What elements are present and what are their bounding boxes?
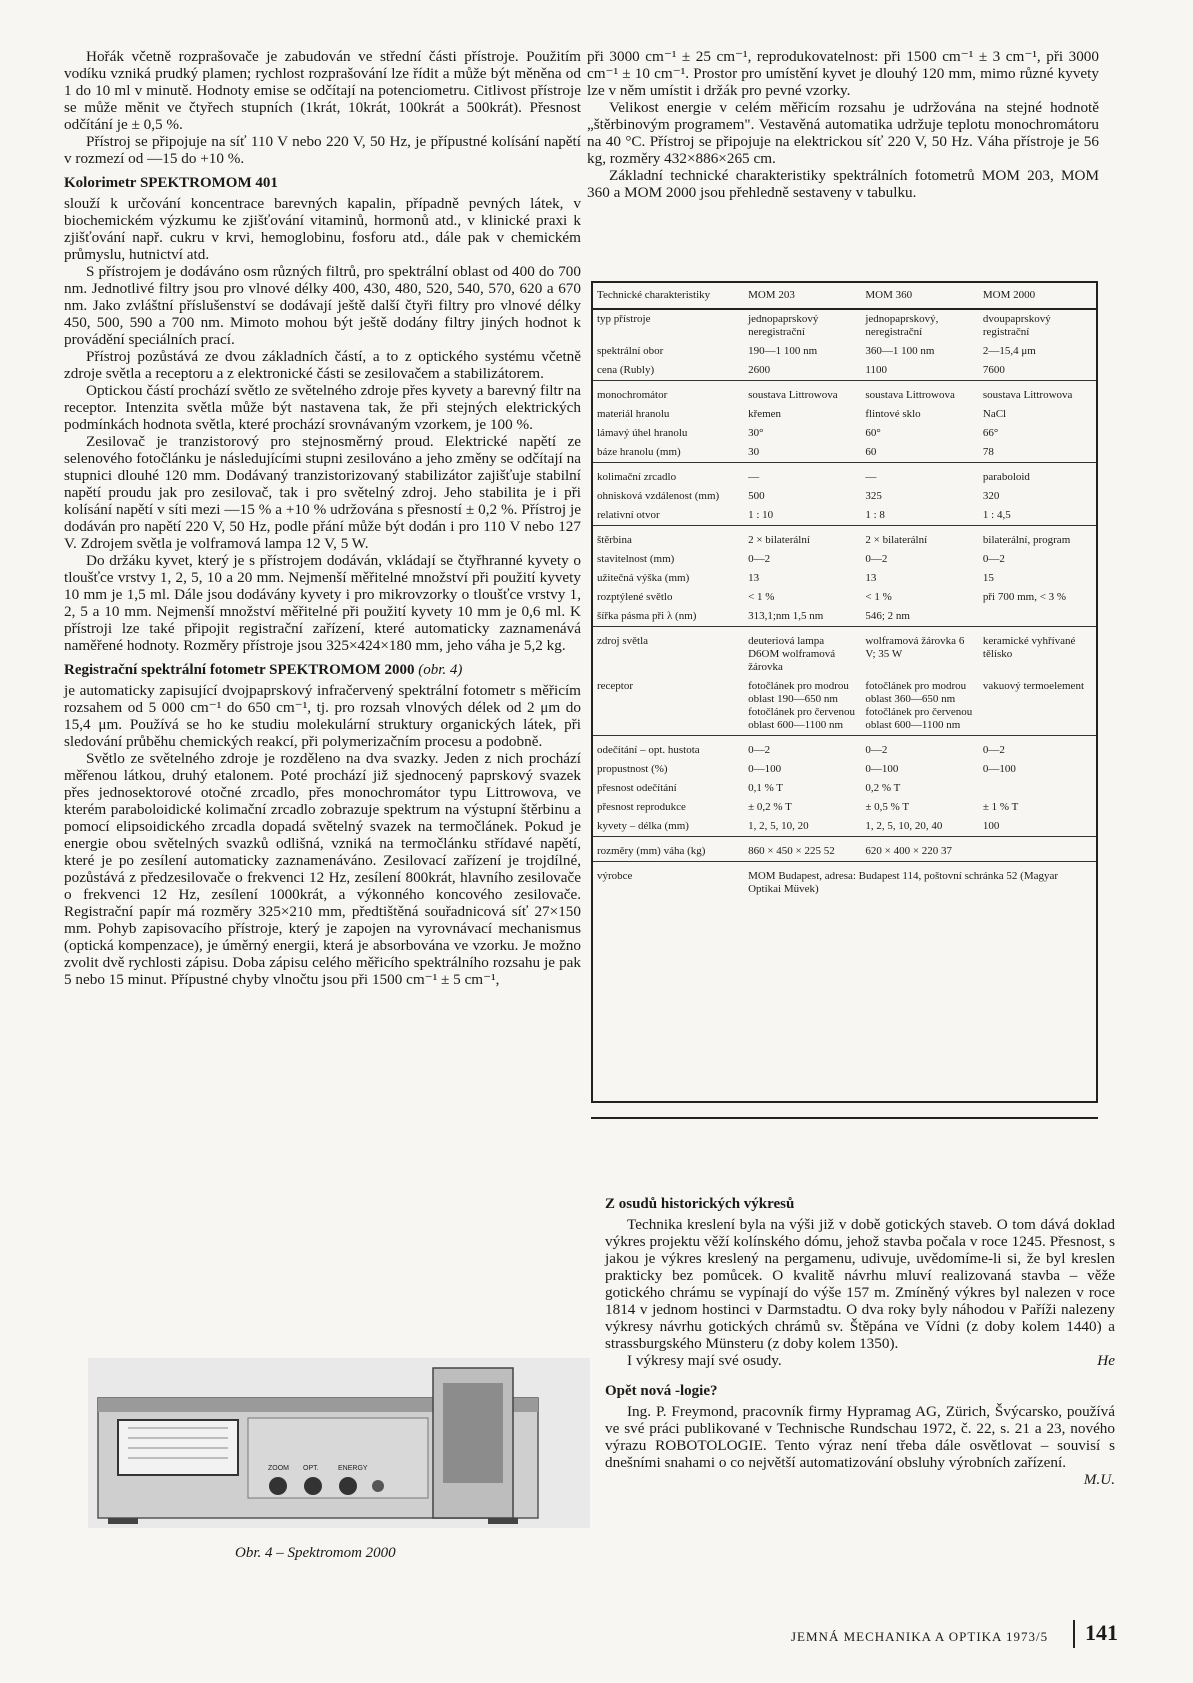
table-row — [593, 798, 1096, 817]
table-cell: 190—1 100 nm — [748, 345, 818, 357]
table-cell: 0,2 % T — [865, 782, 901, 794]
table-header: MOM 203 — [744, 283, 861, 309]
table-cell: 0—100 — [748, 763, 782, 775]
table-row — [593, 779, 1096, 798]
table-row — [593, 342, 1096, 361]
table-cell: soustava Littrowova — [744, 381, 861, 406]
paragraph: S přístrojem je dodáváno osm různých filtrů, pro spektrální oblast od 400 do 700 nm. Jednotlivé filtry jsou pro vlnové délky 400, 430, 480, 520, 540, 570, 620 a 670 nm. Jako zvláštní příslušenství se dodávají ještě další čtyři filtry pro vlnové délky 450, 500, 590 a 700 nm. Mimoto mohou být ještě dodány filtry jiných hodnot k provádění speciálních prací. — [64, 263, 581, 348]
table-row — [593, 526, 1096, 551]
table-cell: 1 : 4,5 — [982, 509, 1011, 521]
table-cell: 100 — [982, 820, 1000, 832]
paragraph-text: I výkresy mají své osudy. — [627, 1352, 782, 1369]
journal-footer: JEMNÁ MECHANIKA A OPTIKA 1973/5 — [791, 1629, 1049, 1644]
table-row — [593, 463, 1096, 488]
knob-label: ENERGY — [338, 1465, 368, 1472]
author-signature: He — [1097, 1352, 1115, 1369]
table-row — [593, 550, 1096, 569]
row-label: rozptýlené světlo — [597, 591, 673, 603]
row-label: lámavý úhel hranolu — [597, 427, 688, 439]
table-cell: křemen — [748, 408, 782, 420]
table-cell: 0,1 % T — [748, 782, 784, 794]
table-cell: deuteriová lampa D6OM wolframová žárovka — [744, 627, 861, 678]
row-label: stavitelnost (mm) — [597, 553, 675, 565]
table-cell: 0—2 — [865, 553, 888, 565]
row-label: odečítání – opt. hustota — [593, 736, 744, 761]
table-row — [593, 607, 1096, 627]
table-cell: 1, 2, 5, 10, 20, 40 — [865, 820, 943, 832]
paragraph: Světlo ze světelného zdroje je rozděleno na dva svazky. Jeden z nich prochází měřenou látkou, druhý etalonem. Poté prochází již sjednocený paprskový svazek přes jednosektorové otočné zrcadlo, přes monochromátor typu Littrowova, ve kterém paraboloidické kolimační zrcadlo zobrazuje spektrum na výstupní štěrbinu a pomocí elipsoidického zrcadla dopadá světelný svazek na termočlánek. Pokud je energie obou světelných svazků odlišná, vzniká na termočlánku střídavé napětí, které je po zesílení automaticky zaznamenáváno. Zesilovací zařízení je trojdílné, pozůstává z předzesilovače o frekvenci 12 Hz, zesílení 800krát, hlavního zesilovače o frekvenci 12 Hz, zesílení 1000krát, a výkonného koncového zesilovače. Registrační papír má rozměry 325×210 mm, předtištěná souřadnicová síť 27×150 mm. Pohyb zapisovacího přístroje, který je zapojen na vyrovnávací mechanismus (optická kompenzace), je úměrný energii, která je absorbována ve vzorku. Je možno zvolit dvě rychlosti zápisu. Doba zápisu celého měřicího spektrálního rozsahu je pak 5 nebo 15 minut. Přípustné chyby vlnočtu jsou při 1500 cm⁻¹ ± 5 cm⁻¹, — [64, 750, 581, 988]
table-cell: soustava Littrowova — [979, 381, 1096, 406]
table-cell: 66° — [982, 427, 999, 439]
table-header: Technické charakteristiky — [593, 283, 744, 309]
table-header-row — [593, 283, 1096, 309]
table-cell: 0—2 — [744, 736, 861, 761]
table-cell: 78 — [982, 446, 994, 458]
spec-table — [591, 281, 1098, 1103]
table-row — [593, 443, 1096, 463]
table-row — [593, 361, 1096, 381]
table-cell: fotočlánek pro modrou oblast 360—650 nm fotočlánek pro červenou oblast 600—1100 nm — [865, 680, 973, 731]
paragraph: Přístroj pozůstává ze dvou základních částí, a to z optického systému včetně zdroje světla a receptoru a z elektronické části se zesilovačem a stabilizátorem. — [64, 348, 581, 382]
table-row — [593, 760, 1096, 779]
paragraph: Velikost energie v celém měřicím rozsahu je udržována na stejné hodnotě „štěrbinovým programem". Vestavěná automatika udržuje teplotu monochromátoru na 40 °C. Přístroj se připojuje na elektrickou síť 220 V, 50 Hz. Váha přístroje je 56 kg, rozměry 432×886×265 cm. — [587, 99, 1099, 167]
table-cell: 7600 — [982, 364, 1005, 376]
table-cell: 60 — [865, 446, 877, 458]
table-cell: ± 0,5 % T — [865, 801, 910, 813]
paragraph: Optickou částí prochází světlo ze světelného zdroje přes kyvety a barevný filtr na receptor. Intenzita světla může být nastavena tak, že při stejných elektrických podmínkách hodnota světla, které prochází srovnávaným vzorkem, je 100 %. — [64, 382, 581, 433]
table-cell: wolframová žárovka 6 V; 35 W — [861, 627, 979, 678]
table-cell: keramické vyhřívané tělísko — [979, 627, 1096, 678]
table-cell: 0—2 — [861, 736, 979, 761]
table-cell — [979, 607, 1096, 627]
table-cell: 2 × bilaterální — [744, 526, 861, 551]
paragraph: při 3000 cm⁻¹ ± 25 cm⁻¹, reprodukovatelnost: při 1500 cm⁻¹ ± 3 cm⁻¹, při 3000 cm⁻¹ ± 10 cm⁻¹. Prostor pro umístění kyvet je dlouhý 120 mm, mimo různé kyvety lze v něm umístit i držák pro pevné vzorky. — [587, 48, 1099, 99]
section-heading-text: Registrační spektrální fotometr SPEKTROMOM 2000 — [64, 662, 415, 678]
table-cell: dvoupaprskový registrační — [982, 313, 1051, 338]
table-cell: bilaterální, program — [979, 526, 1096, 551]
paragraph — [605, 1352, 1115, 1369]
paragraph: Zesilovač je tranzistorový pro stejnosměrný proud. Elektrické napětí ze selenového fotočlánku je následujícími stupni zesilováno a jeho změny se odčítají na stupnici dlouhé 120 mm. Dodávaný tranzistorizovaný stabilizátor zajišťuje stabilní napětí proudu jak pro zesilovač, tak i pro světelný zdroj. Jeho stabilita je i při kolísání napětí v síti mezi —15 % a +10 % udržována s přesností ± 0,2 %. Přístroj je dodáván pro napětí 220 V, 50 Hz, podle přání může být dodán i pro 110 V nebo 127 V. Zdrojem světla je volframová lampa 12 V, 5 W. — [64, 433, 581, 552]
row-label: monochromátor — [593, 381, 744, 406]
row-label: šířka pásma při λ (nm) — [597, 610, 697, 622]
page-number: 141 — [1085, 1620, 1118, 1645]
right-column-top — [587, 48, 1099, 201]
table-row — [593, 424, 1096, 443]
table-cell: 1100 — [865, 364, 887, 376]
table-cell: ± 1 % T — [982, 801, 1019, 813]
row-label: ohnisková vzdálenost (mm) — [597, 490, 720, 502]
section-heading: Kolorimetr SPEKTROMOM 401 — [64, 175, 278, 191]
row-label: kolimační zrcadlo — [593, 463, 744, 488]
table-row — [593, 506, 1096, 526]
table-cell: MOM Budapest, adresa: Budapest 114, poštovní schránka 52 (Magyar Optikai Müvek) — [744, 862, 1096, 900]
table-cell — [979, 779, 1096, 798]
row-label: přesnost reprodukce — [597, 801, 686, 813]
table-cell: 13 — [748, 572, 760, 584]
table-cell: 360—1 100 nm — [865, 345, 935, 357]
article-title: Z osudů historických výkresů — [605, 1196, 795, 1212]
table-body — [593, 309, 1096, 899]
section-heading — [64, 662, 581, 679]
table-cell: — — [744, 463, 861, 488]
paragraph: Hořák včetně rozprašovače je zabudován ve střední části přístroje. Použitím vodíku vzniká prudký plamen; rychlost rozprašování lze řídit a může být měněna od 1 do 10 ml v minutě. Hodnoty emise se odčítají na potenciometru. Citlivost přístroje se může měnit ve čtyřech stupních (1krát, 10krát, 100krát a 500krát). Přesnost odčítání je ± 0,5 %. — [64, 48, 581, 133]
table-cell: fotočlánek pro modrou oblast 190—650 nm fotočlánek pro červenou oblast 600—1100 nm — [748, 680, 855, 731]
paragraph: slouží k určování koncentrace barevných kapalin, případně pevných látek, v biochemickém výzkumu ke zjišťování vitaminů, hormonů atd., v klinické praxi k zjišťování např. cukru v krvi, hemoglobinu, fosforu atd., dále pak v chemickém průmyslu, hutnictví atd. — [64, 195, 581, 263]
table-cell: 13 — [865, 572, 877, 584]
table-row — [593, 817, 1096, 837]
table-cell: vakuový termoelement — [982, 680, 1084, 692]
table-row — [593, 677, 1096, 736]
row-label: cena (Rubly) — [597, 364, 655, 376]
table-cell: 620 × 400 × 220 37 — [861, 837, 979, 862]
table-row — [593, 569, 1096, 588]
divider — [591, 1117, 1098, 1119]
table-row — [593, 837, 1096, 862]
table-cell: 30° — [748, 427, 764, 439]
paragraph: Technika kreslení byla na výši již v době gotických staveb. O tom dává doklad výkres projektu věží kolínského dómu, jehož stavba počala v roce 1245. Přesnost, s jakou je výkres kreslený na pergamenu, udivuje, uvědomíme-li si, že byl kreslen prakticky bez pomůcek. O kvalitě návrhu mluví realizovaná stavba – věže gotického chrámu se vypínají do výše 157 m. Zmíněný výkres byl nalezen v roce 1814 v jednom hostinci v Darmstadtu. O dva roky byly náhodou v Paříži nalezeny výkresy návrhu gotických chrámů sv. Štěpána ve Vídni (z doby kolem 1440) a strassburgského Münsteru (z doby kolem 1350). — [605, 1216, 1115, 1352]
table-cell: 320 — [982, 490, 1000, 502]
paragraph: Do držáku kyvet, který je s přístrojem dodáván, vkládají se čtyřhranné kyvety o tloušťce vrstvy 1, 2, 5, 10 a 20 mm. Nejmenší měřitelné množství při použití kyvety 10 mm je 1,5 ml. Dále jsou dodávány kyvety i pro mikrovzorky o tloušťce vrstvy 1, 2, 5 a 10 mm. Nejmenší množství měřitelné při použití kyvety 10 mm je 0,6 ml. K přístroji lze také připojit registrační zařízení, které automaticky zaznamenává naměřené hodnoty. Rozměry přístroje jsou 325×424×180 mm, jeho váha je 5,2 kg. — [64, 552, 581, 654]
table-cell: 0—2 — [982, 553, 1005, 565]
table-cell: 0—2 — [748, 553, 771, 565]
row-label: báze hranolu (mm) — [597, 446, 681, 458]
row-label: typ přístroje — [597, 313, 651, 325]
table-row — [593, 381, 1096, 406]
spektromom-2000-illustration — [88, 1358, 590, 1528]
table-cell: paraboloid — [979, 463, 1096, 488]
knob-label: OPT. — [303, 1465, 319, 1472]
table-cell: 500 — [748, 490, 765, 502]
table-cell: 0—100 — [865, 763, 899, 775]
table-cell: NaCl — [982, 408, 1007, 420]
table-row — [593, 405, 1096, 424]
table-header: MOM 360 — [861, 283, 979, 309]
table-header: MOM 2000 — [979, 283, 1096, 309]
table-cell: 0—100 — [982, 763, 1016, 775]
paragraph: Ing. P. Freymond, pracovník firmy Hypramag AG, Zürich, Švýcarsko, používá ve své práci publikované v Technische Rundschau 1972, č. 22, s. 21 a 23, nového výrazu ROBOTOLOGIE. Tento výraz není třeba dále osvětlovat – souvisí s dnešními snahami o co největší automatizování obsluhy výrobních zařízení. — [605, 1403, 1115, 1471]
table-row — [593, 736, 1096, 761]
table-row — [593, 627, 1096, 678]
table-cell: 313,1;nm 1,5 nm — [748, 610, 824, 622]
row-label: spektrální obor — [597, 345, 664, 357]
row-label: materiál hranolu — [597, 408, 670, 420]
table-cell: při 700 mm, < 3 % — [982, 591, 1067, 603]
row-label: kyvety – délka (mm) — [597, 820, 689, 832]
table-cell: < 1 % — [748, 591, 775, 603]
instrument-photo — [88, 1358, 590, 1528]
table-cell — [979, 837, 1096, 862]
figure-caption: Obr. 4 – Spektromom 2000 — [235, 1545, 396, 1561]
table-row — [593, 487, 1096, 506]
divider — [1073, 1620, 1075, 1648]
table-cell: 60° — [865, 427, 881, 439]
table-cell: 2 × bilaterální — [861, 526, 979, 551]
table-cell: 325 — [865, 490, 882, 502]
row-label: užitečná výška (mm) — [597, 572, 690, 584]
row-label: štěrbina — [593, 526, 744, 551]
row-label: zdroj světla — [593, 627, 744, 678]
right-column-bottom — [605, 1188, 1115, 1488]
table-cell: ± 0,2 % T — [748, 801, 792, 813]
table-cell: — — [861, 463, 979, 488]
table-cell: jednopaprskový, neregistrační — [865, 313, 939, 338]
table-cell: 546; 2 nm — [865, 610, 910, 622]
row-label: přesnost odečítání — [597, 782, 677, 794]
paragraph: je automaticky zapisující dvojpaprskový infračervený spektrální fotometr s měřicím rozsahem od 5 000 cm⁻¹ do 650 cm⁻¹, tj. pro rozsah vlnových délek od 2 μm do 15,4 μm. Používá se ho ke studiu molekulární struktury organických látek, při sledování průběhu chemických reakcí, při polymerizačním procesu a podobně. — [64, 682, 581, 750]
table-cell: jednopaprskový neregistrační — [748, 313, 819, 338]
table-cell: 860 × 450 × 225 52 — [744, 837, 861, 862]
table-row — [593, 862, 1096, 900]
row-label: propustnost (%) — [597, 763, 668, 775]
paragraph: Přístroj se připojuje na síť 110 V nebo 220 V, 50 Hz, je přípustné kolísání napětí v rozmezí od —15 do +10 %. — [64, 133, 581, 167]
knob-label: ZOOM — [268, 1465, 289, 1472]
table-row — [593, 588, 1096, 607]
left-column — [64, 48, 581, 988]
row-label: relativní otvor — [597, 509, 660, 521]
table-cell: < 1 % — [865, 591, 892, 603]
table-cell: flintové sklo — [865, 408, 921, 420]
table-cell: soustava Littrowova — [861, 381, 979, 406]
table-cell: 30 — [748, 446, 760, 458]
row-label: receptor — [597, 680, 634, 692]
spec-table-grid — [593, 283, 1096, 899]
row-label: výrobce — [593, 862, 744, 900]
figure-ref: (obr. 4) — [418, 662, 463, 678]
table-cell: 0—2 — [979, 736, 1096, 761]
table-cell: 15 — [982, 572, 994, 584]
paragraph: Základní technické charakteristiky spektrálních fotometrů MOM 203, MOM 360 a MOM 2000 jsou přehledně sestaveny v tabulku. — [587, 167, 1099, 201]
table-cell: 2—15,4 μm — [982, 345, 1036, 357]
table-cell: 1 : 8 — [865, 509, 885, 521]
table-cell: 1, 2, 5, 10, 20 — [748, 820, 809, 832]
author-signature: M.U. — [1083, 1471, 1115, 1488]
article-title: Opět nová -logie? — [605, 1383, 718, 1399]
table-cell: 1 : 10 — [748, 509, 774, 521]
table-cell: 2600 — [748, 364, 771, 376]
row-label: rozměry (mm) váha (kg) — [593, 837, 744, 862]
table-row — [593, 309, 1096, 342]
